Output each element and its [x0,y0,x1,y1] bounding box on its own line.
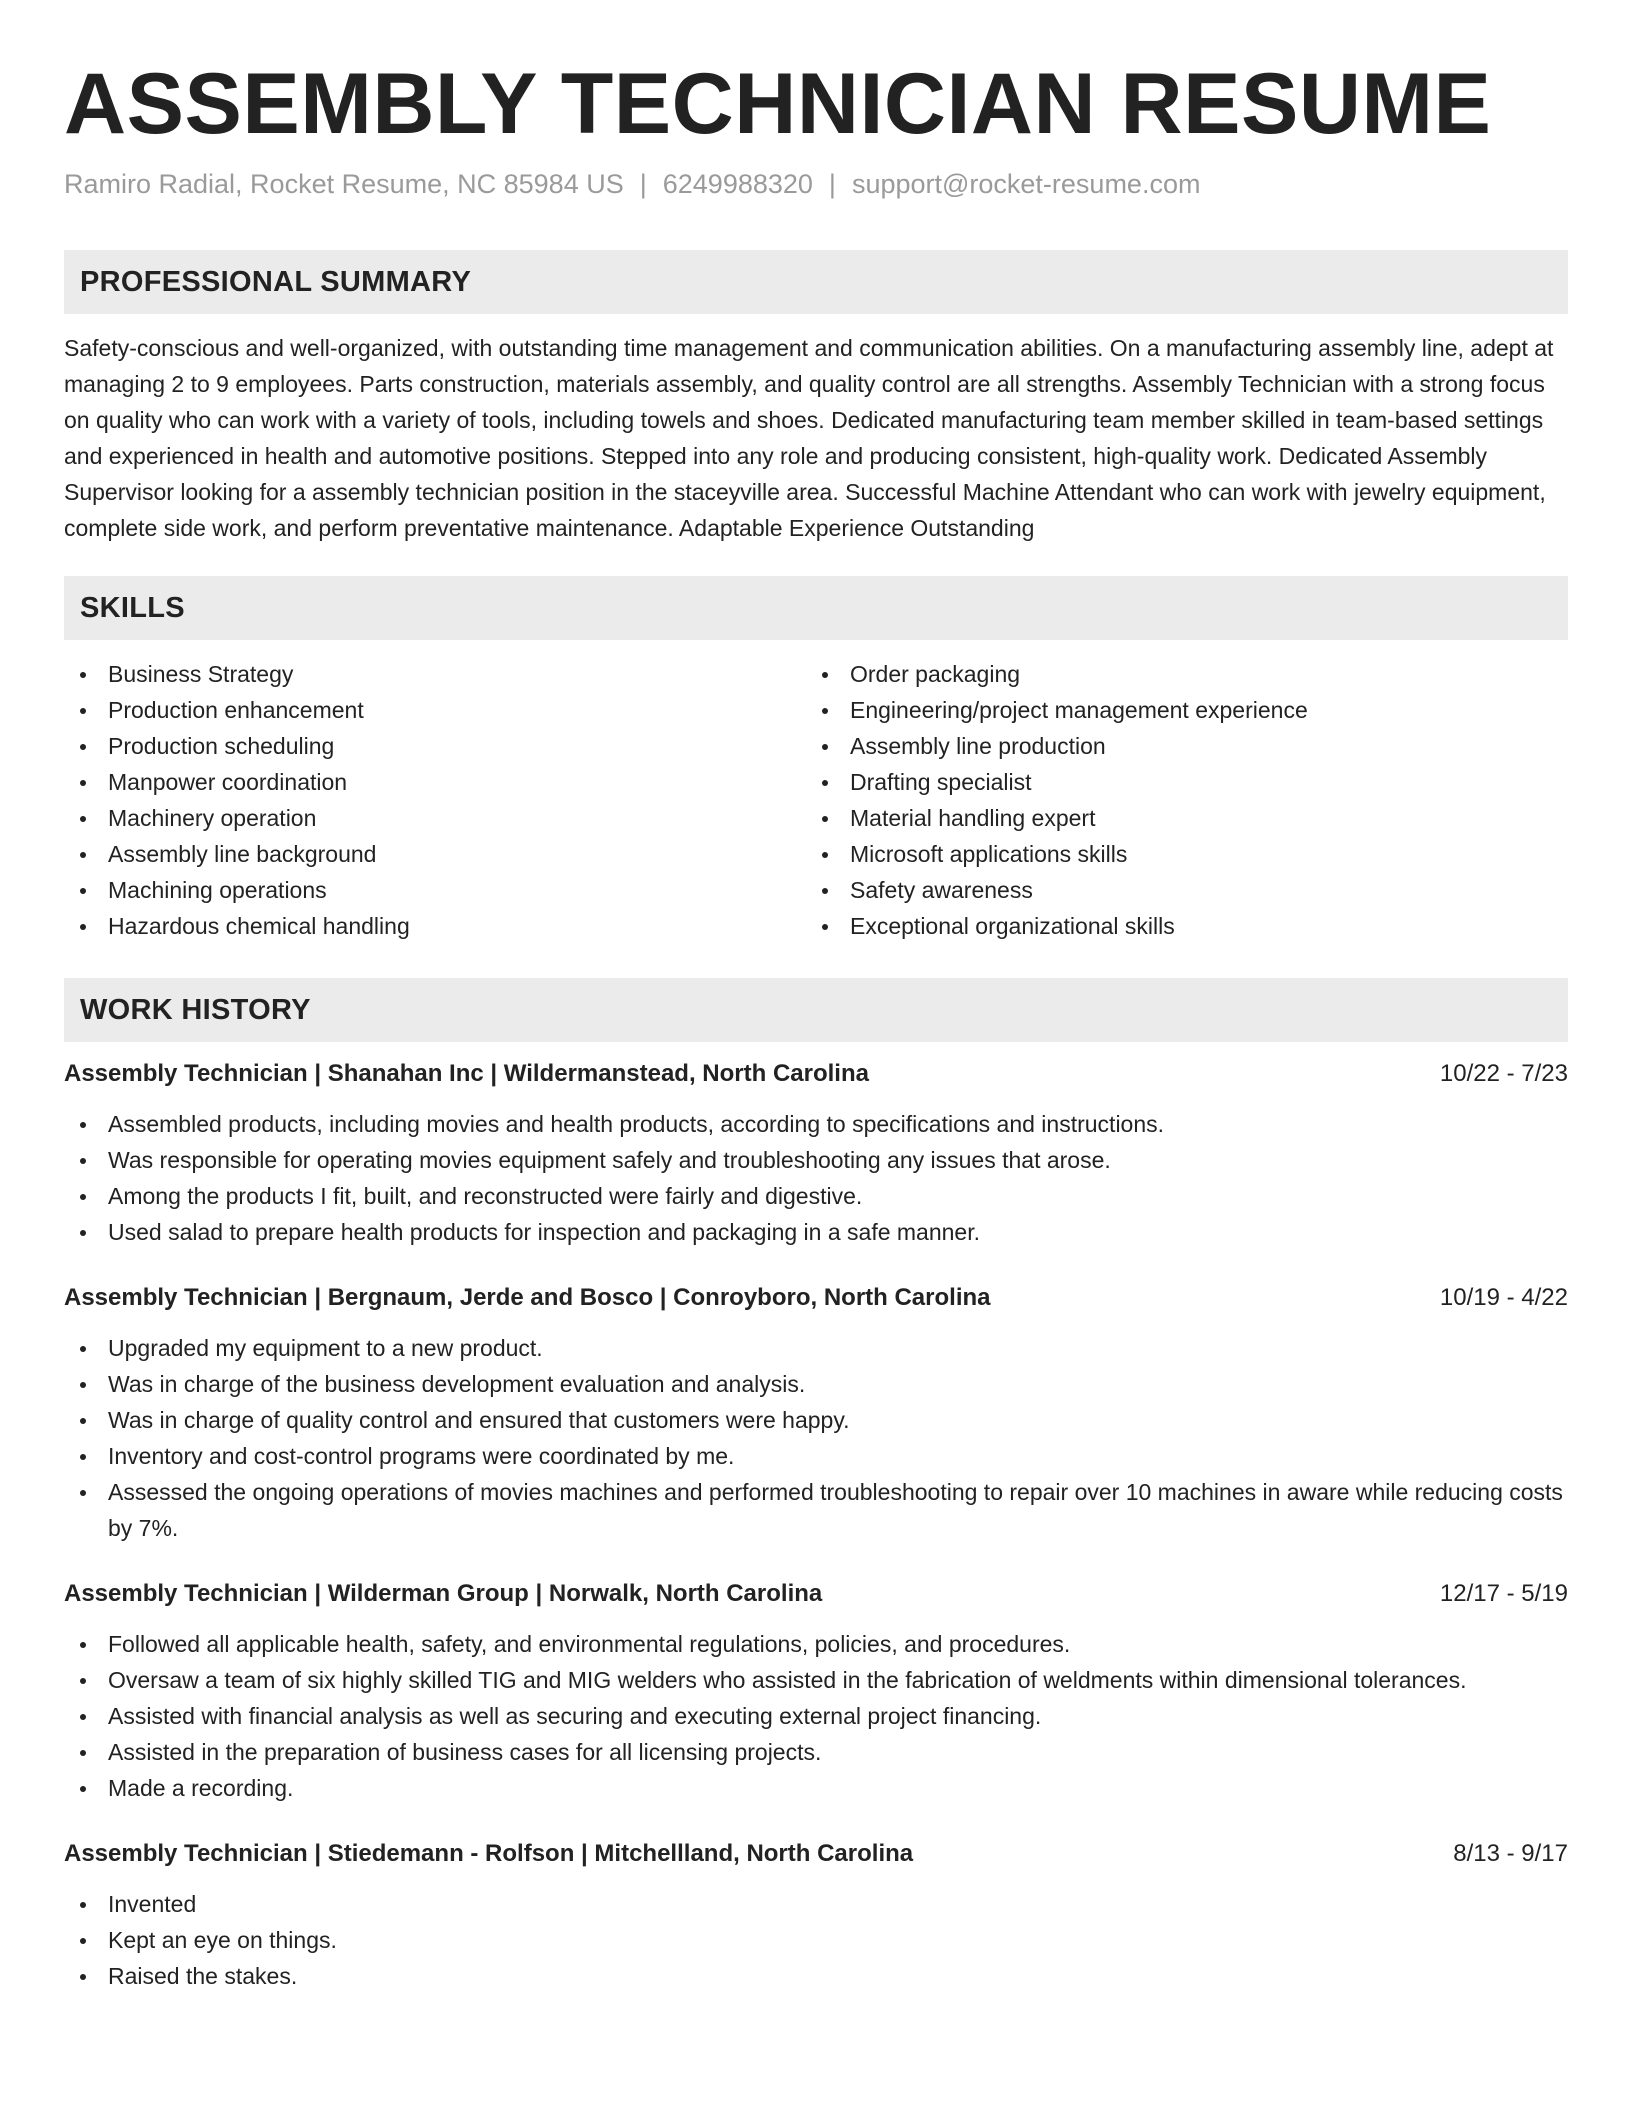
section-heading-summary: PROFESSIONAL SUMMARY [64,250,1568,314]
section-heading-work-history: WORK HISTORY [64,978,1568,1042]
job-entry [64,1280,1568,1546]
skills-column-left [64,656,806,944]
summary-text: Safety-conscious and well-organized, with outstanding time management and communication abilities. On a manufacturing assembly line, adept at managing 2 to 9 employees. Parts construction, materials assembly, and quality control are all strengths. Assembly Technician with a strong focus on quality who can work with a variety of tools, including towels and shoes. Dedicated manufacturing team member skilled in team-based settings and experienced in health and automotive positions. Stepped into any role and producing consistent, high-quality work. Dedicated Assembly Supervisor looking for a assembly technician position in the staceyville area. Successful Machine Attendant who can work with jewelry equipment, complete side work, and perform preventative maintenance. Adaptable Experience Outstanding [64,335,1554,541]
resume-page [64,56,1568,1994]
section-heading-skills: SKILLS [64,576,1568,640]
contact-phone: 6249988320 [662,169,813,199]
skill-item: Safety awareness [806,872,1548,908]
skill-item: Business Strategy [64,656,806,692]
skills-list [64,656,1568,944]
job-bullet: Followed all applicable health, safety, and environmental regulations, policies, and procedures. [64,1626,1568,1662]
job-bullet: Assisted with financial analysis as well as securing and executing external project financing. [64,1698,1568,1734]
job-header [64,1280,1568,1316]
job-entry [64,1836,1568,1994]
job-dates: 12/17 - 5/19 [1439,1580,1568,1607]
skill-item: Production enhancement [64,692,806,728]
job-bullet: Among the products I fit, built, and reconstructed were fairly and digestive. [64,1178,1568,1214]
contact-separator: | [828,169,836,199]
job-entry [64,1576,1568,1806]
job-bullet: Inventory and cost-control programs were coordinated by me. [64,1438,1568,1474]
job-dates: 8/13 - 9/17 [1453,1840,1568,1867]
job-bullet: Was responsible for operating movies equipment safely and troubleshooting any issues that arose. [64,1142,1568,1178]
skill-item: Exceptional organizational skills [806,908,1548,944]
job-bullet: Raised the stakes. [64,1958,1568,1994]
job-bullets [64,1330,1568,1546]
job-bullet: Was in charge of quality control and ensured that customers were happy. [64,1402,1568,1438]
skill-item: Machinery operation [64,800,806,836]
job-bullet: Was in charge of the business development evaluation and analysis. [64,1366,1568,1402]
resume-title: ASSEMBLY TECHNICIAN RESUME [64,56,1492,152]
job-entry [64,1056,1568,1250]
skill-item: Microsoft applications skills [806,836,1548,872]
job-header [64,1836,1568,1872]
job-bullets [64,1886,1568,1994]
contact-email: support@rocket-resume.com [851,169,1201,199]
job-header [64,1576,1568,1612]
skill-item: Assembly line background [64,836,806,872]
job-title: Assembly Technician | Stiedemann - Rolfson | Mitchellland, North Carolina [64,1840,914,1867]
job-bullet: Made a recording. [64,1770,1568,1806]
job-bullet: Kept an eye on things. [64,1922,1568,1958]
job-title: Assembly Technician | Wilderman Group | Norwalk, North Carolina [64,1580,823,1607]
skill-item: Drafting specialist [806,764,1548,800]
job-bullets [64,1626,1568,1806]
skill-item: Hazardous chemical handling [64,908,806,944]
skill-item: Material handling expert [806,800,1548,836]
job-bullet: Assessed the ongoing operations of movies machines and performed troubleshooting to repair over 10 machines in aware while reducing costs by 7%. [64,1474,1568,1546]
job-title: Assembly Technician | Shanahan Inc | Wildermanstead, North Carolina [64,1060,869,1087]
skills-column-right [806,656,1548,944]
job-dates: 10/19 - 4/22 [1439,1284,1568,1311]
job-bullet: Assembled products, including movies and health products, according to specifications and instructions. [64,1106,1568,1142]
job-bullet: Oversaw a team of six highly skilled TIG and MIG welders who assisted in the fabrication of weldments within dimensional tolerances. [64,1662,1568,1698]
job-bullet: Upgraded my equipment to a new product. [64,1330,1568,1366]
job-title: Assembly Technician | Bergnaum, Jerde and Bosco | Conroyboro, North Carolina [64,1284,991,1311]
job-bullet: Invented [64,1886,1568,1922]
job-header [64,1056,1568,1092]
job-bullet: Assisted in the preparation of business cases for all licensing projects. [64,1734,1568,1770]
skill-item: Manpower coordination [64,764,806,800]
job-dates: 10/22 - 7/23 [1439,1060,1568,1087]
skill-item: Production scheduling [64,728,806,764]
skill-item: Order packaging [806,656,1548,692]
skill-item: Machining operations [64,872,806,908]
job-bullet: Used salad to prepare health products for inspection and packaging in a safe manner. [64,1214,1568,1250]
skill-item: Engineering/project management experience [806,692,1548,728]
skill-item: Assembly line production [806,728,1548,764]
contact-address: Ramiro Radial, Rocket Resume, NC 85984 US [64,169,624,199]
job-bullets [64,1106,1568,1250]
contact-separator: | [639,169,647,199]
contact-line [64,166,1568,202]
